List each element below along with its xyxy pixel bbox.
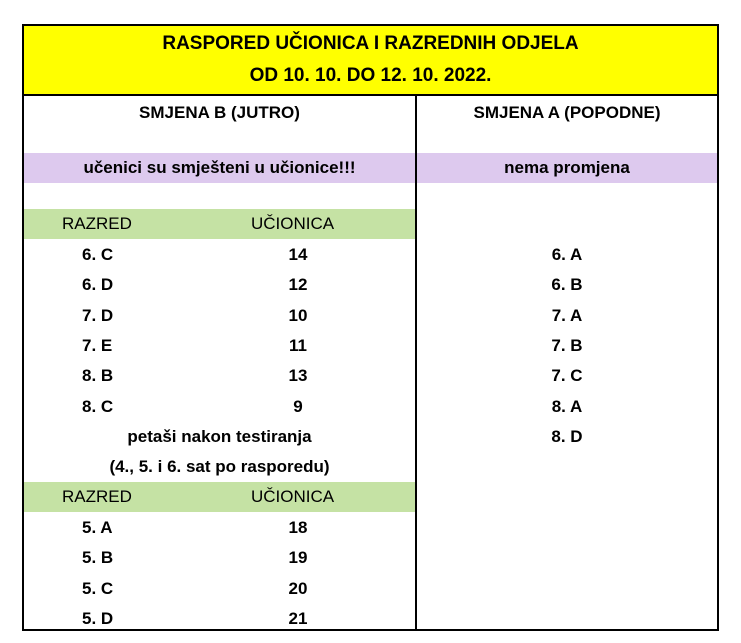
table-row-razred: 6. D: [82, 275, 114, 295]
table-row-ucionica: 18: [288, 518, 308, 537]
table-row-ucionica: 14: [288, 245, 308, 264]
col-razred-2: RAZRED: [62, 487, 132, 506]
table-row-ucionica: 11: [289, 335, 307, 355]
list-item-class: 7. C: [551, 366, 583, 386]
shift-a-header: SMJENA A (POPODNE): [473, 103, 661, 122]
table-row-ucionica: 9: [293, 396, 303, 416]
table-row-razred: 5. B: [82, 548, 114, 568]
table-row-ucionica: 10: [288, 305, 308, 325]
table-row-razred: 8. C: [82, 396, 114, 416]
title-line-2: OD 10. 10. DO 12. 10. 2022.: [249, 65, 492, 86]
list-item-class: 7. B: [551, 335, 583, 355]
table-row-razred: 5. A: [82, 518, 113, 537]
fifth-grade-note-1: petaši nakon testiranja: [127, 427, 312, 446]
table-row-razred: 5. C: [82, 578, 114, 598]
title-line-1: RASPORED UČIONICA I RAZREDNIH ODJELA: [162, 33, 579, 54]
schedule-sheet: [22, 24, 719, 631]
list-item-class: 8. A: [551, 396, 583, 416]
title-banner: [24, 26, 717, 96]
fifth-grade-note-2: (4., 5. i 6. sat po rasporedu): [109, 457, 330, 476]
table-row-razred: 8. B: [82, 366, 114, 386]
shift-b-header: SMJENA B (JUTRO): [139, 103, 300, 122]
list-item-class: 6. A: [551, 245, 583, 264]
table-row-razred: 7. D: [82, 305, 114, 325]
table-row-razred: 7. E: [82, 335, 113, 355]
table-row-ucionica: 13: [288, 366, 308, 386]
shift-a-note: nema promjena: [504, 158, 630, 177]
table-row-ucionica: 19: [288, 548, 308, 568]
col-ucionica: UČIONICA: [251, 214, 335, 233]
shift-b-note: učenici su smješteni u učionice!!!: [83, 158, 356, 177]
table-row-ucionica: 21: [288, 608, 308, 628]
col-razred: RAZRED: [62, 214, 132, 233]
table-row-ucionica: 12: [288, 275, 308, 295]
table-row-ucionica: 20: [288, 578, 308, 598]
col-ucionica-2: UČIONICA: [251, 487, 335, 506]
table-row-razred: 6. C: [82, 245, 114, 264]
list-item-class: 7. A: [551, 305, 583, 325]
list-item-class: 6. B: [551, 275, 583, 295]
list-item-class: 8. D: [551, 426, 583, 446]
table-row-razred: 5. D: [82, 608, 114, 628]
